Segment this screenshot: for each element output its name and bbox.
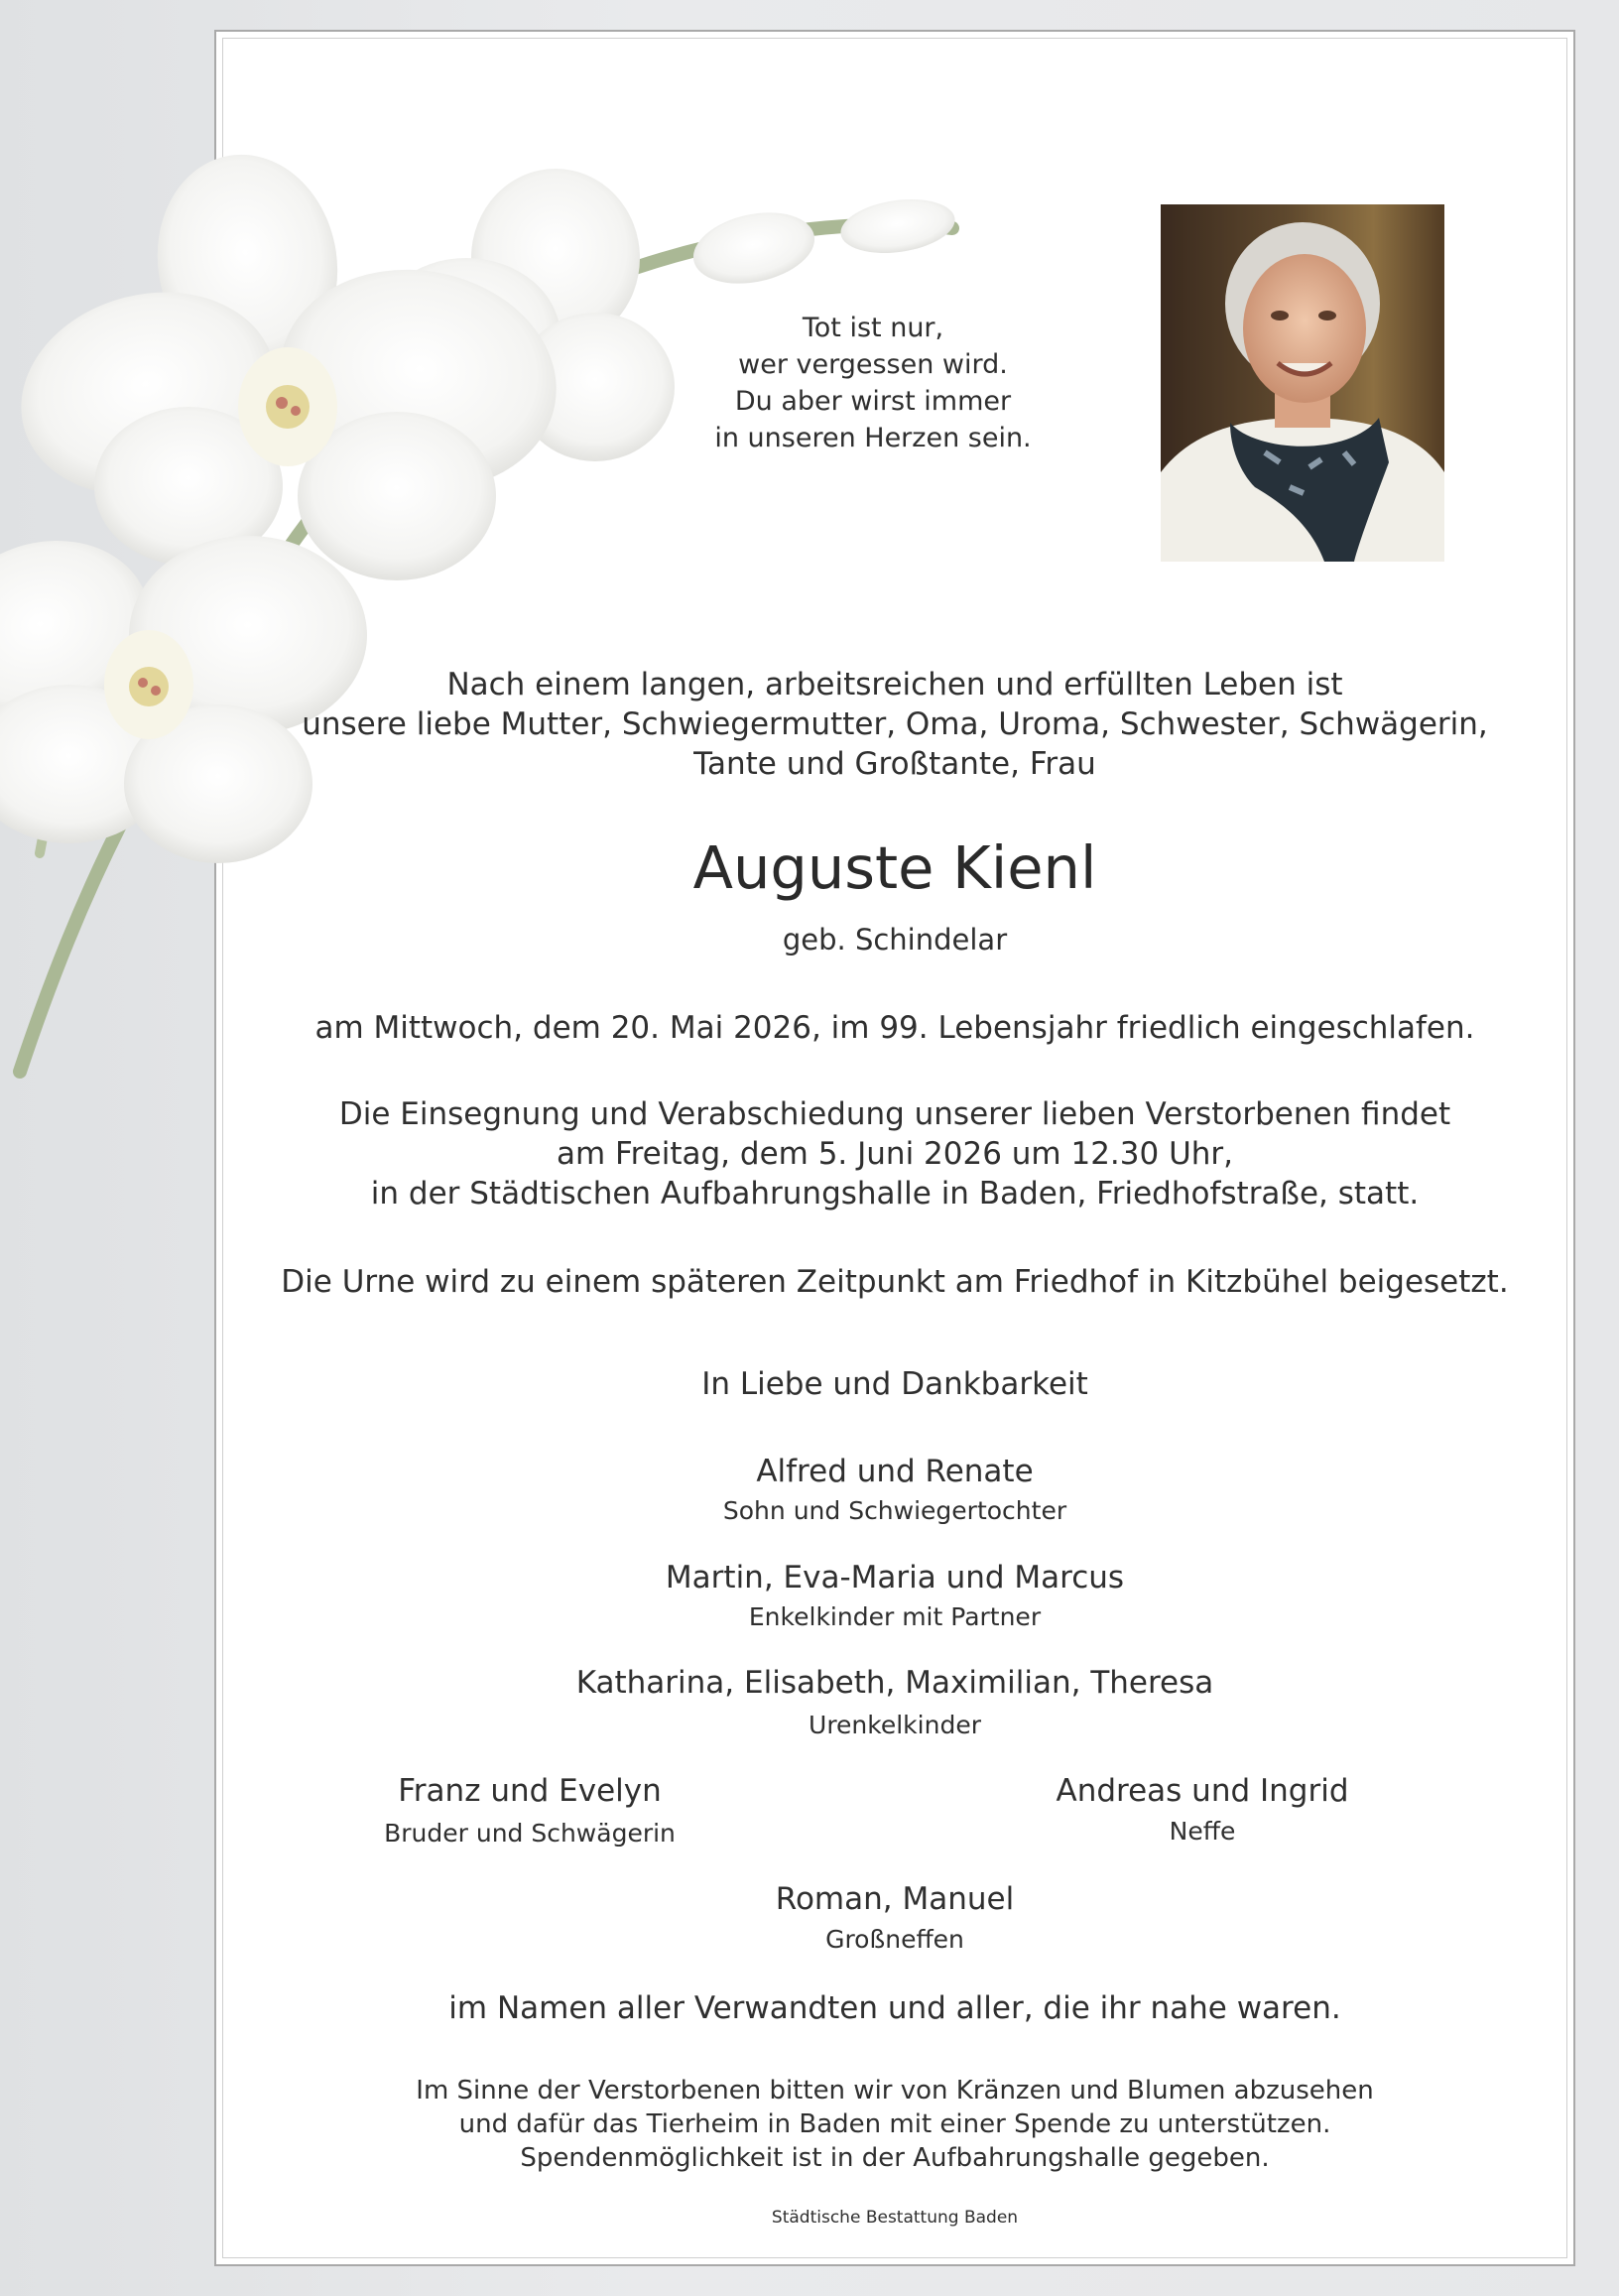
intro-text [214,665,1575,784]
mourner-names: Martin, Eva-Maria und Marcus [665,1560,1125,1595]
mourner-relation: Neffe [1169,1817,1236,1846]
deceased-name: Auguste Kienl [692,833,1097,902]
mourner-names: Franz und Evelyn [398,1773,662,1809]
donation-line: Spendenmöglichkeit ist in der Aufbahrungshalle gegeben. [520,2143,1270,2173]
ceremony-line: am Freitag, dem 5. Juni 2026 um 12.30 Uhr, [556,1136,1234,1172]
ceremony-line: in der Städtischen Aufbahrungshalle in Baden, Friedhofstraße, statt. [370,1176,1420,1212]
birth-name: geb. Schindelar [782,923,1008,957]
funeral-home-footer: Städtische Bestattung Baden [771,2208,1019,2228]
mourner-relation: Enkelkinder mit Partner [748,1602,1042,1631]
intro-line: unsere liebe Mutter, Schwiegermutter, Oma, Uroma, Schwester, Schwägerin, [302,706,1488,742]
quote-line: wer vergessen wird. [738,349,1008,380]
mourner-names: Andreas und Ingrid [1056,1773,1349,1809]
urn-notice: Die Urne wird zu einem späteren Zeitpunkt am Friedhof in Kitzbühel beigesetzt. [281,1264,1509,1300]
quote-line: Du aber wirst immer [734,386,1012,417]
donation-line: und dafür das Tierheim in Baden mit einer Spende zu unterstützen. [458,2109,1331,2139]
intro-line: Tante und Großtante, Frau [693,746,1096,782]
mourner-relation: Bruder und Schwägerin [384,1819,676,1848]
ceremony-text [214,1094,1575,1213]
donation-request [214,2074,1575,2175]
mourner-relation: Großneffen [825,1925,964,1954]
mourner-names: Roman, Manuel [775,1881,1015,1917]
donation-line: Im Sinne der Verstorbenen bitten wir von Kränzen und Blumen abzusehen [416,2076,1374,2105]
portrait-photo [1161,204,1444,562]
mourner-names: Katharina, Elisabeth, Maximilian, Theresa [575,1665,1214,1701]
mourner-names: Alfred und Renate [756,1454,1034,1489]
gratitude-line: In Liebe und Dankbarkeit [701,1366,1088,1402]
closing-line: im Namen aller Verwandten und aller, die ihr nahe waren. [448,1990,1341,2026]
death-notice: am Mittwoch, dem 20. Mai 2026, im 99. Lebensjahr friedlich eingeschlafen. [314,1010,1475,1046]
intro-line: Nach einem langen, arbeitsreichen und erfüllten Leben ist [446,667,1343,702]
mourner-relation: Sohn und Schwiegertochter [722,1496,1067,1525]
quote-line: in unseren Herzen sein. [714,423,1032,453]
memorial-quote [635,310,1111,456]
quote-line: Tot ist nur, [802,313,944,343]
mourner-relation: Urenkelkinder [809,1711,981,1739]
ceremony-line: Die Einsegnung und Verabschiedung unserer lieben Verstorbenen findet [338,1096,1451,1132]
